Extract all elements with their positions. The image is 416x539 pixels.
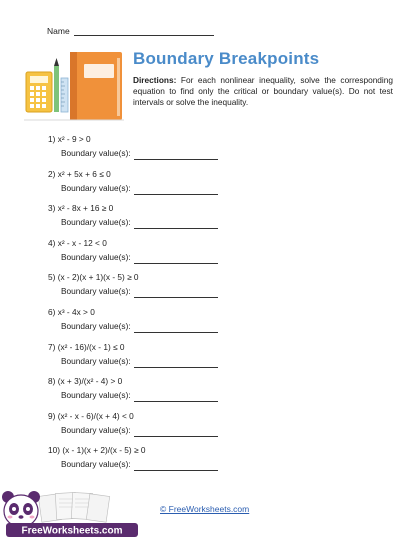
problem-equation bbox=[48, 410, 388, 423]
problem-equation bbox=[48, 444, 388, 457]
problem-item bbox=[48, 341, 388, 376]
problem-item bbox=[48, 168, 388, 203]
problem-item bbox=[48, 271, 388, 306]
answer-label: Boundary value(s): bbox=[61, 148, 131, 158]
answer-label: Boundary value(s): bbox=[61, 182, 131, 193]
equation-text: x² - 9 > 0 bbox=[57, 134, 91, 144]
problem-item bbox=[48, 133, 388, 168]
problem-number: 2) bbox=[48, 168, 56, 179]
problem-number: 5) bbox=[48, 272, 56, 283]
problem-equation bbox=[48, 133, 388, 146]
problem-number: 4) bbox=[48, 237, 56, 248]
equation-text: (x + 3)/(x² - 4) > 0 bbox=[57, 376, 123, 387]
answer-blank[interactable] bbox=[134, 357, 218, 368]
name-label: Name bbox=[47, 26, 70, 36]
ruler-icon bbox=[61, 78, 68, 112]
freeworksheets-logo bbox=[0, 487, 142, 539]
freeworksheets-link[interactable]: © FreeWorksheets.com bbox=[160, 504, 250, 514]
problem-equation bbox=[48, 271, 388, 284]
answer-label: Boundary value(s): bbox=[61, 355, 131, 366]
answer-row bbox=[61, 146, 388, 160]
problem-equation bbox=[48, 237, 388, 250]
answer-row bbox=[61, 284, 388, 298]
problem-item bbox=[48, 410, 388, 445]
panda-logo bbox=[2, 491, 40, 527]
equation-text: (x - 2)(x + 1)(x - 5) ≥ 0 bbox=[57, 272, 139, 283]
problem-equation bbox=[48, 202, 388, 215]
problem-number: 1) bbox=[48, 134, 56, 144]
problem-item bbox=[48, 375, 388, 410]
equation-text: x² + 5x + 6 ≤ 0 bbox=[57, 168, 111, 179]
answer-label: Boundary value(s): bbox=[61, 286, 131, 297]
answer-row bbox=[61, 181, 388, 195]
problem-equation bbox=[48, 306, 388, 319]
calculator-icon bbox=[26, 72, 52, 112]
equation-text: x³ - 4x > 0 bbox=[57, 306, 95, 317]
equation-text: x² - 8x + 16 ≥ 0 bbox=[57, 203, 114, 214]
problem-number: 9) bbox=[48, 410, 56, 421]
answer-blank[interactable] bbox=[134, 184, 218, 195]
problem-equation bbox=[48, 168, 388, 181]
answer-blank[interactable] bbox=[134, 149, 218, 160]
problem-number: 8) bbox=[48, 376, 56, 387]
problem-item bbox=[48, 202, 388, 237]
equation-text: (x² - x - 6)/(x + 4) < 0 bbox=[57, 410, 134, 421]
answer-row bbox=[61, 215, 388, 229]
problem-equation bbox=[48, 341, 388, 354]
problem-number: 7) bbox=[48, 341, 56, 352]
problem-item bbox=[48, 444, 388, 479]
answer-blank[interactable] bbox=[134, 391, 218, 402]
problem-item bbox=[48, 237, 388, 272]
name-row bbox=[47, 26, 214, 36]
answer-blank[interactable] bbox=[134, 218, 218, 229]
problem-number: 10) bbox=[48, 445, 60, 456]
answer-row bbox=[61, 457, 388, 471]
name-input-line[interactable] bbox=[74, 26, 214, 36]
equation-text: x² - x - 12 < 0 bbox=[57, 237, 107, 248]
book-icon bbox=[70, 52, 122, 120]
problem-list bbox=[48, 133, 388, 479]
problem-number: 6) bbox=[48, 306, 56, 317]
header-illustration bbox=[24, 50, 124, 126]
problem-number: 3) bbox=[48, 203, 56, 214]
answer-blank[interactable] bbox=[134, 253, 218, 264]
answer-label: Boundary value(s): bbox=[61, 424, 131, 435]
answer-label: Boundary value(s): bbox=[61, 459, 131, 470]
equation-text: (x² - 16)/(x - 1) ≤ 0 bbox=[57, 341, 125, 352]
answer-row bbox=[61, 319, 388, 333]
answer-label: Boundary value(s): bbox=[61, 320, 131, 331]
answer-label: Boundary value(s): bbox=[61, 251, 131, 262]
answer-label: Boundary value(s): bbox=[61, 390, 131, 401]
directions-label: Directions: bbox=[133, 75, 177, 85]
equation-text: (x - 1)(x + 2)/(x - 5) ≥ 0 bbox=[62, 445, 146, 456]
pencil-icon bbox=[54, 58, 59, 112]
problem-equation bbox=[48, 375, 388, 388]
worksheet-title: Boundary Breakpoints bbox=[133, 49, 320, 68]
answer-blank[interactable] bbox=[134, 322, 218, 333]
directions bbox=[133, 75, 393, 108]
answer-row bbox=[61, 423, 388, 437]
answer-row bbox=[61, 354, 388, 368]
answer-blank[interactable] bbox=[134, 460, 218, 471]
worksheet-papers-icon bbox=[38, 492, 109, 522]
answer-blank[interactable] bbox=[134, 426, 218, 437]
answer-label: Boundary value(s): bbox=[61, 217, 131, 228]
answer-row bbox=[61, 388, 388, 402]
logo-text: FreeWorksheets.com bbox=[21, 525, 123, 537]
answer-blank[interactable] bbox=[134, 287, 218, 298]
directions-text: For each nonlinear inequality, solve the corresponding equation to find only the critical or boundary value(s). Do not test intervals or solve the inequality. bbox=[133, 75, 393, 107]
answer-row bbox=[61, 250, 388, 264]
problem-item bbox=[48, 306, 388, 341]
